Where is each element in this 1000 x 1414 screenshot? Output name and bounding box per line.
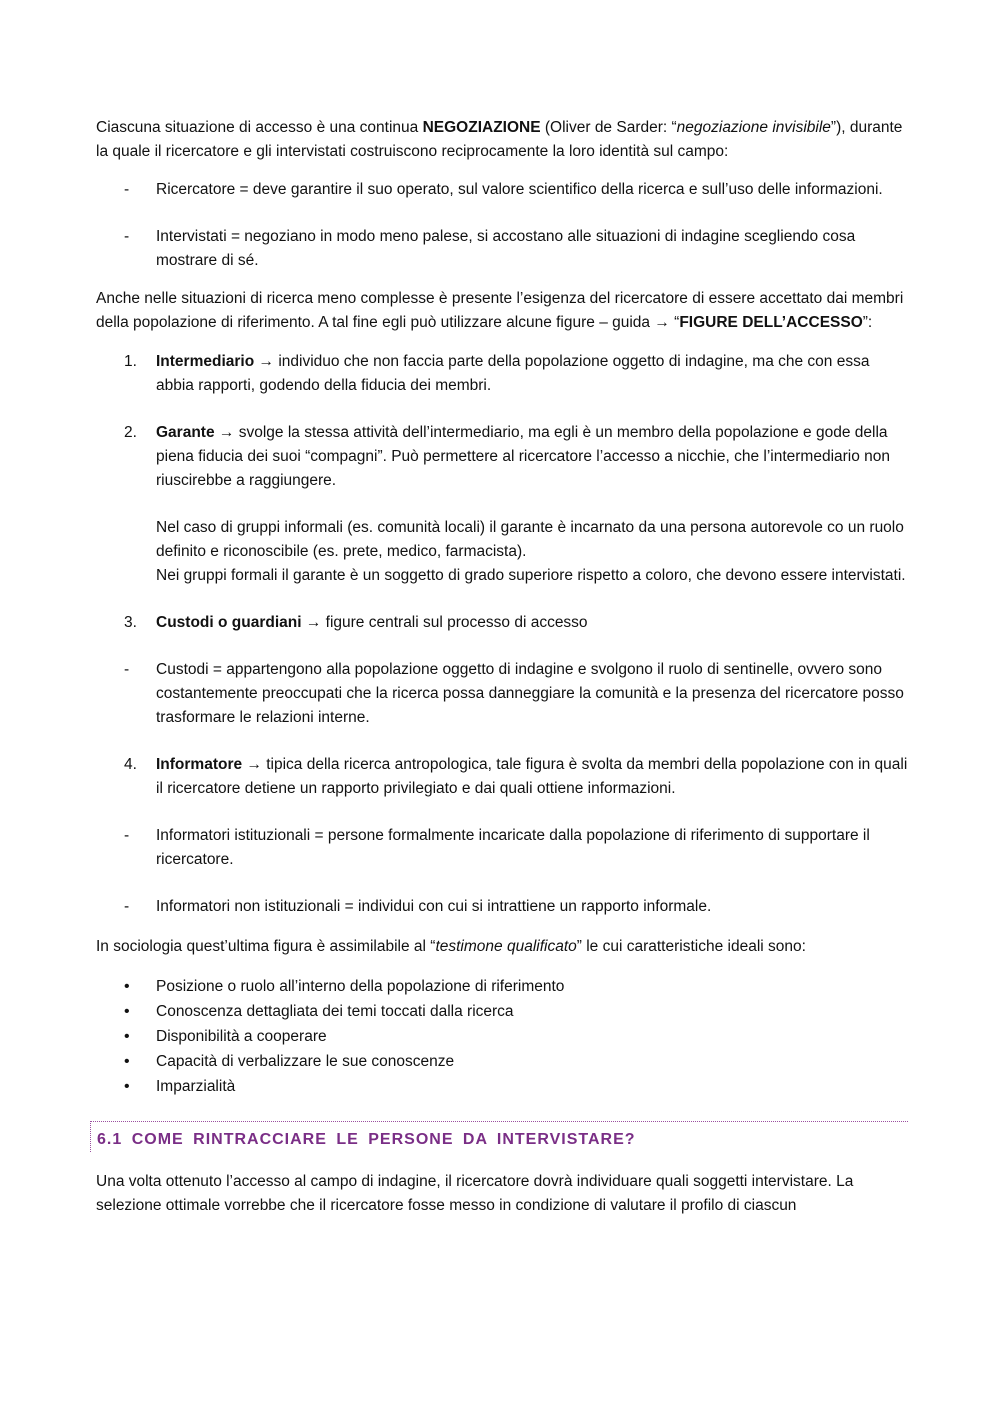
list-item <box>96 1025 908 1049</box>
dash-marker: - <box>124 827 130 844</box>
figure-text <box>156 611 908 635</box>
paragraph-text: In sociologia quest’ultima figura è assimilabile al “ <box>96 938 436 955</box>
dash-item-text: Intervistati = negoziano in modo meno palese, si accostano alle situazioni di indagine scegliendo cosa mostrare di sé. <box>156 228 856 269</box>
figures-title: FIGURE DELL’ACCESSO <box>679 314 863 331</box>
list-item-text: Imparzialità <box>156 1078 236 1095</box>
garante-informal-text: Nel caso di gruppi informali (es. comunità locali) il garante è incarnato da una persona autorevole co un ruolo definito e riconoscibile (es. prete, medico, farmacista). <box>156 519 904 560</box>
dash-item-custodi <box>96 658 908 730</box>
final-paragraph: Una volta ottenuto l’accesso al campo di indagine, il ricercatore dovrà individuare quali soggetti intervistare. La selezione ottimale vorrebbe che il ricercatore fosse messo in condizione di valutare il profilo di ciascun <box>96 1173 854 1214</box>
arrow-icon: → <box>654 314 670 331</box>
arrow-icon: → <box>305 614 322 631</box>
dash-item-text: Custodi = appartengono alla popolazione oggetto di indagine e svolgono il ruolo di sentinelle, ovvero sono costantemente preoccupati che la ricerca possa danneggiare la comunità e la presenza del ricercatore posso trasformare le relazioni interne. <box>156 661 904 726</box>
list-number: 2. <box>124 424 137 441</box>
characteristics-list <box>96 975 908 1099</box>
section-heading <box>90 1121 908 1152</box>
dash-item-text: Informatori istituzionali = persone formalmente incaricate dalla popolazione di riferimento di supportare il ricercatore. <box>156 827 870 868</box>
figure-item-custodi <box>96 611 908 635</box>
dash-item-intervistati <box>96 225 908 273</box>
italic-term: testimone qualificato <box>435 938 577 955</box>
intro-text: ”), durante la quale il ricercatore e gli intervistati costruiscono reciprocamente la loro identità sul campo: <box>96 119 903 160</box>
dash-marker: - <box>124 181 130 198</box>
list-number: 3. <box>124 614 137 631</box>
figure-title: Garante <box>156 424 215 441</box>
dash-marker: - <box>124 661 130 678</box>
paragraph-text: Anche nelle situazioni di ricerca meno complesse è presente l’esigenza del ricercatore di essere accettato dai membri della popolazione di riferimento. A tal fine egli può utilizzare alcune figure – guida <box>96 290 904 331</box>
arrow-icon: → <box>218 424 235 441</box>
figure-description: tipica della ricerca antropologica, tale figura è svolta da membri della popolazione con in quali il ricercatore detiene un rapporto privilegiato e dai quali ottiene informazioni. <box>156 756 908 797</box>
paragraph-text: ”: <box>862 314 873 331</box>
figure-description: figure centrali sul processo di accesso <box>321 614 588 631</box>
list-item <box>96 1000 908 1024</box>
list-item-text: Posizione o ruolo all’interno della popolazione di riferimento <box>156 978 565 995</box>
list-number: 4. <box>124 756 137 773</box>
intro-text: (Oliver de Sarder: “ <box>540 119 677 136</box>
arrow-icon: → <box>258 353 275 370</box>
figure-description: svolge la stessa attività dell’intermediario, ma egli è un membro della popolazione e gode della piena fiducia dei suoi “compagni”. Può permettere al ricercatore l’accesso a nicchie, che l’intermediario non riuscirebbe a raggiungere. <box>156 424 891 489</box>
list-item-text: Conoscenza dettagliata dei temi toccati dalla ricerca <box>156 1003 514 1020</box>
figure-item-garante <box>96 421 908 588</box>
figure-description: individuo che non faccia parte della popolazione oggetto di indagine, ma che con essa abbia rapporti, godendo della fiducia dei membri. <box>156 353 870 394</box>
bullet-marker: • <box>124 1003 130 1020</box>
bullet-marker: • <box>124 978 130 995</box>
figure-title: Custodi o guardiani <box>156 614 302 631</box>
dash-item-informatori-istituzionali <box>96 824 908 872</box>
arrow-icon: → <box>246 756 262 773</box>
list-item-text: Capacità di verbalizzare le sue conoscenze <box>156 1053 455 1070</box>
dash-marker: - <box>124 228 130 245</box>
list-item <box>96 1075 908 1099</box>
section-heading-text: 6.1 COME RINTRACCIARE LE PERSONE DA INTERVISTARE? <box>97 1131 636 1148</box>
dash-item-ricercatore <box>96 178 908 202</box>
figure-title: Intermediario <box>156 353 255 370</box>
list-item-text: Disponibilità a cooperare <box>156 1028 327 1045</box>
figure-item-intermediario <box>96 350 908 398</box>
list-item <box>96 1050 908 1074</box>
figures-intro-paragraph <box>96 287 908 335</box>
list-item <box>96 975 908 999</box>
garante-formal-text: Nei gruppi formali il garante è un soggetto di grado superiore rispetto a coloro, che devono essere intervistati. <box>156 567 906 584</box>
bullet-marker: • <box>124 1053 130 1070</box>
testimone-paragraph <box>96 935 908 959</box>
dash-item-text: Informatori non istituzionali = individui con cui si intrattiene un rapporto informale. <box>156 898 712 915</box>
paragraph-text: ” le cui caratteristiche ideali sono: <box>576 938 806 955</box>
paragraph-text: “ <box>669 314 680 331</box>
figure-text <box>156 753 908 801</box>
intro-text: Ciascuna situazione di accesso è una continua <box>96 119 423 136</box>
figure-title: Informatore <box>156 756 243 773</box>
intro-paragraph <box>96 116 908 164</box>
bullet-marker: • <box>124 1028 130 1045</box>
figure-item-informatore <box>96 753 908 801</box>
intro-bold-term: NEGOZIAZIONE <box>422 119 541 136</box>
dash-item-informatori-non-istituzionali <box>96 895 908 919</box>
dash-marker: - <box>124 898 130 915</box>
figure-text <box>156 421 908 493</box>
dash-item-text: Ricercatore = deve garantire il suo operato, sul valore scientifico della ricerca e sull’uso delle informazioni. <box>156 181 883 198</box>
figure-text <box>156 350 908 398</box>
bullet-marker: • <box>124 1078 130 1095</box>
list-number: 1. <box>124 353 137 370</box>
intro-italic-term: negoziazione invisibile <box>676 119 831 136</box>
document-page <box>96 116 908 1218</box>
